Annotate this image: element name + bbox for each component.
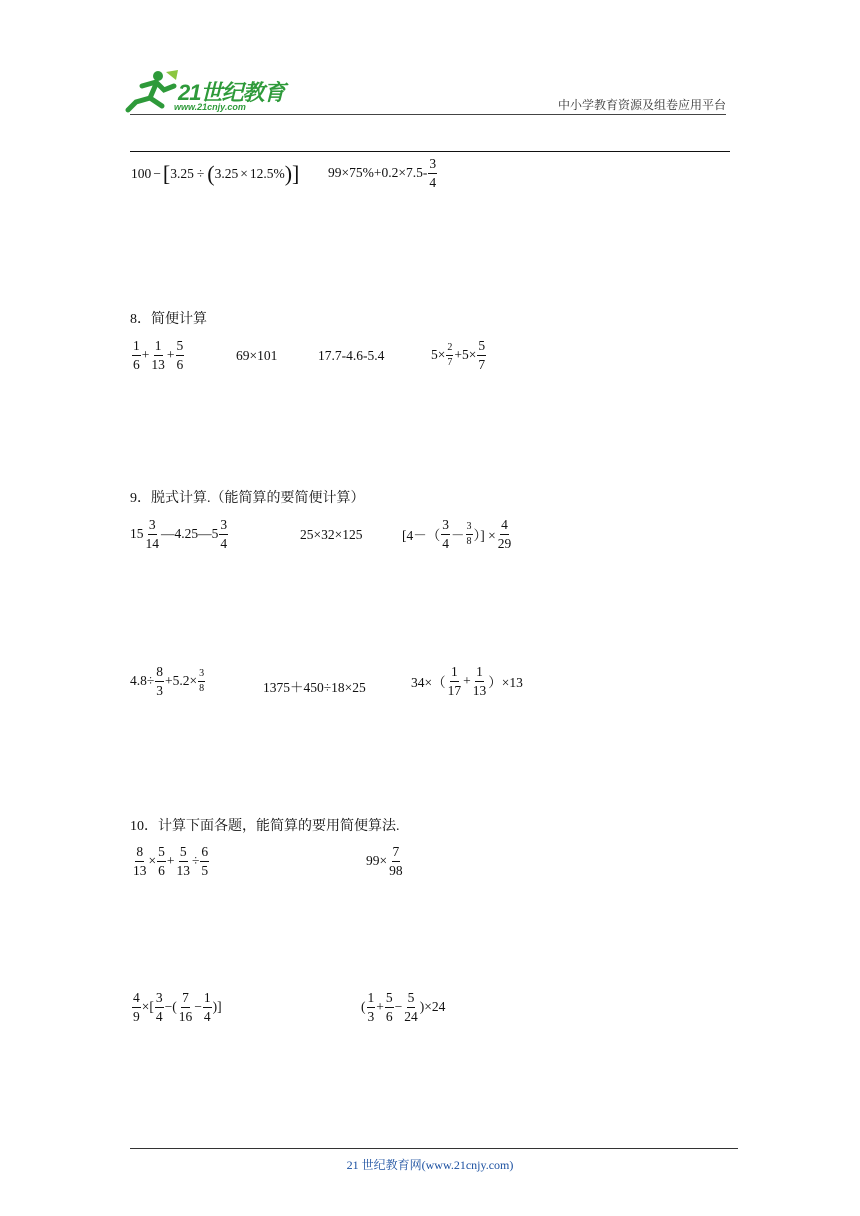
logo-url: www.21cnjy.com bbox=[174, 102, 246, 112]
q7-expression-1: 100 − [ 3.25 ÷ ( 3.25 × 12.5% ) ] bbox=[131, 161, 300, 186]
q9-heading: 9．脱式计算.（能简算的要简便计算） bbox=[130, 491, 365, 506]
q8-expression-3: 17.7-4.6-5.4 bbox=[318, 348, 385, 363]
q9-expression-5: 1375＋450÷18×25 bbox=[263, 680, 366, 695]
q9-expression-2: 25×32×125 bbox=[300, 527, 363, 542]
q9-expression-4: 4.8÷ $\frac{8}{3}$ +5.2× $\frac{3}{8}$ bbox=[130, 664, 205, 698]
q8-expression-4: 5× $\frac{2}{7}$ +5× $\frac{5}{7}$ bbox=[431, 338, 486, 372]
header-rule bbox=[130, 114, 726, 115]
q10-expression-2: 99× $\frac{7}{98}$ bbox=[366, 844, 403, 878]
q8-expression-1: $\frac{1}{6}$ + $\frac{1}{13}$ + $\frac{5}{6}$ bbox=[133, 338, 184, 372]
q7-expression-2: 99×75%+0.2×7.5- $\frac{3}{4}$ bbox=[328, 156, 437, 190]
footer-text: 21 世纪教育网(www.21cnjy.com) bbox=[346, 1158, 514, 1172]
q10-expression-4: ( $\frac{1}{3}$ + $\frac{5}{6}$ − $\frac{5}{24}$ )×24 bbox=[361, 990, 446, 1024]
q8-heading: 8．简便计算 bbox=[130, 312, 207, 327]
footer-rule bbox=[130, 1148, 738, 1149]
logo bbox=[122, 68, 292, 116]
q10-expression-1: $\frac{8}{13}$ × $\frac{5}{6}$ + $\frac{5}{13}$ ÷ $\frac{6}{5}$ bbox=[133, 844, 209, 878]
q8-expression-2: 69×101 bbox=[236, 348, 278, 363]
logo-brand: 21世纪教育 bbox=[178, 80, 285, 105]
q9-expression-1: 15 $\frac{3}{14}$ —4.25—5 $\frac{3}{4}$ bbox=[130, 517, 228, 551]
q9-expression-3: [4－（ $\frac{3}{4}$ － $\frac{3}{8}$ ）] × $\frac{4}{29}$ bbox=[402, 517, 512, 551]
header-tagline: 中小学教育资源及组卷应用平台 bbox=[557, 98, 726, 112]
q10-expression-3: $\frac{4}{9}$ ×[ $\frac{3}{4}$ −( $\frac{7}{16}$ − $\frac{1}{4}$ )] bbox=[133, 990, 222, 1024]
top-rule bbox=[130, 151, 730, 152]
q9-expression-6: 34×（ $\frac{1}{17}$ + $\frac{1}{13}$ ）×13 bbox=[411, 664, 523, 698]
runner-logo-icon bbox=[122, 68, 182, 114]
q10-heading: 10．计算下面各题，能简算的要用简便算法. bbox=[130, 819, 400, 834]
